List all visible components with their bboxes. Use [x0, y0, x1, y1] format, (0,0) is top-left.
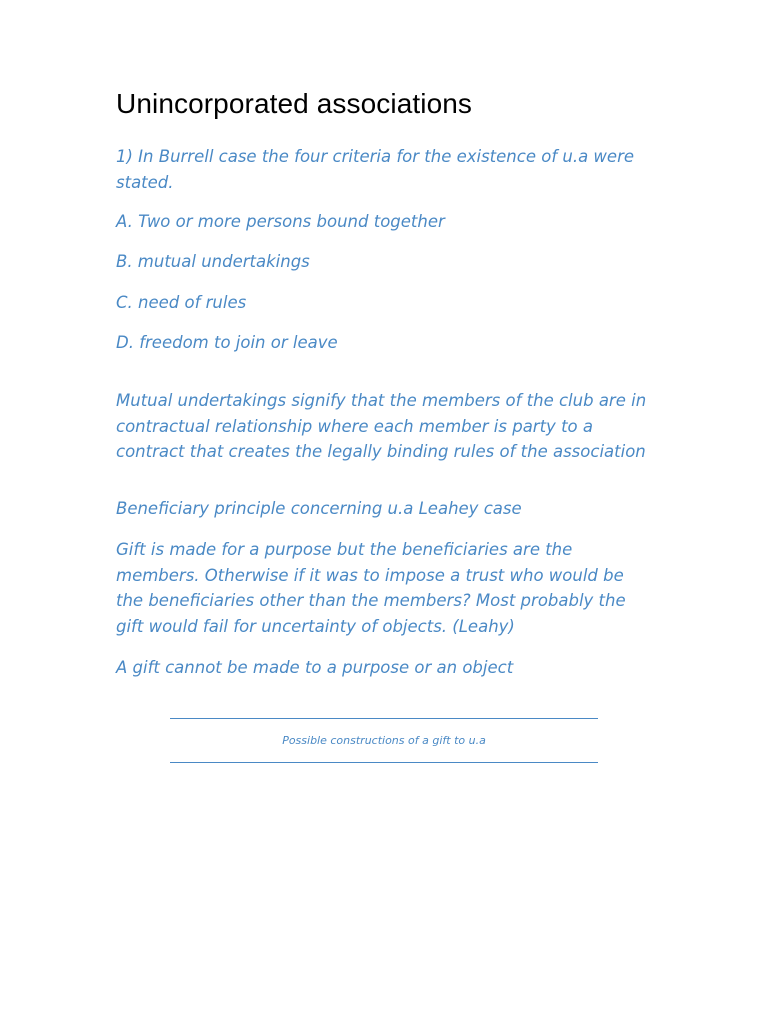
paragraph-gift-purpose: Gift is made for a purpose but the beneficiaries are the members. Otherwise if it was to impose a trust who would be the beneficiaries other than the members? Most probably the gift would fail for uncertainty of objects. (Leahy): [116, 540, 626, 636]
caption-text: Possible constructions of a gift to u.a: [282, 734, 486, 747]
page-title: Unincorporated associations: [116, 88, 473, 119]
caption-bottom-rule: [170, 762, 598, 763]
caption-box: [170, 718, 598, 763]
criterion-c: C. need of rules: [116, 293, 247, 312]
paragraph-mutual-undertakings: Mutual undertakings signify that the members of the club are in contractual relationship where each member is party to a contract that creates the legally binding rules of the association: [116, 391, 647, 461]
criterion-a: A. Two or more persons bound together: [116, 212, 445, 231]
paragraph-gift-cannot: A gift cannot be made to a purpose or an object: [116, 658, 514, 677]
criterion-d: D. freedom to join or leave: [116, 333, 338, 352]
paragraph-beneficiary-principle: Beneficiary principle concerning u.a Leahey case: [116, 499, 522, 518]
paragraph-burrell-criteria: 1) In Burrell case the four criteria for the existence of u.a were stated.: [116, 147, 635, 192]
criterion-b: B. mutual undertakings: [116, 252, 310, 271]
